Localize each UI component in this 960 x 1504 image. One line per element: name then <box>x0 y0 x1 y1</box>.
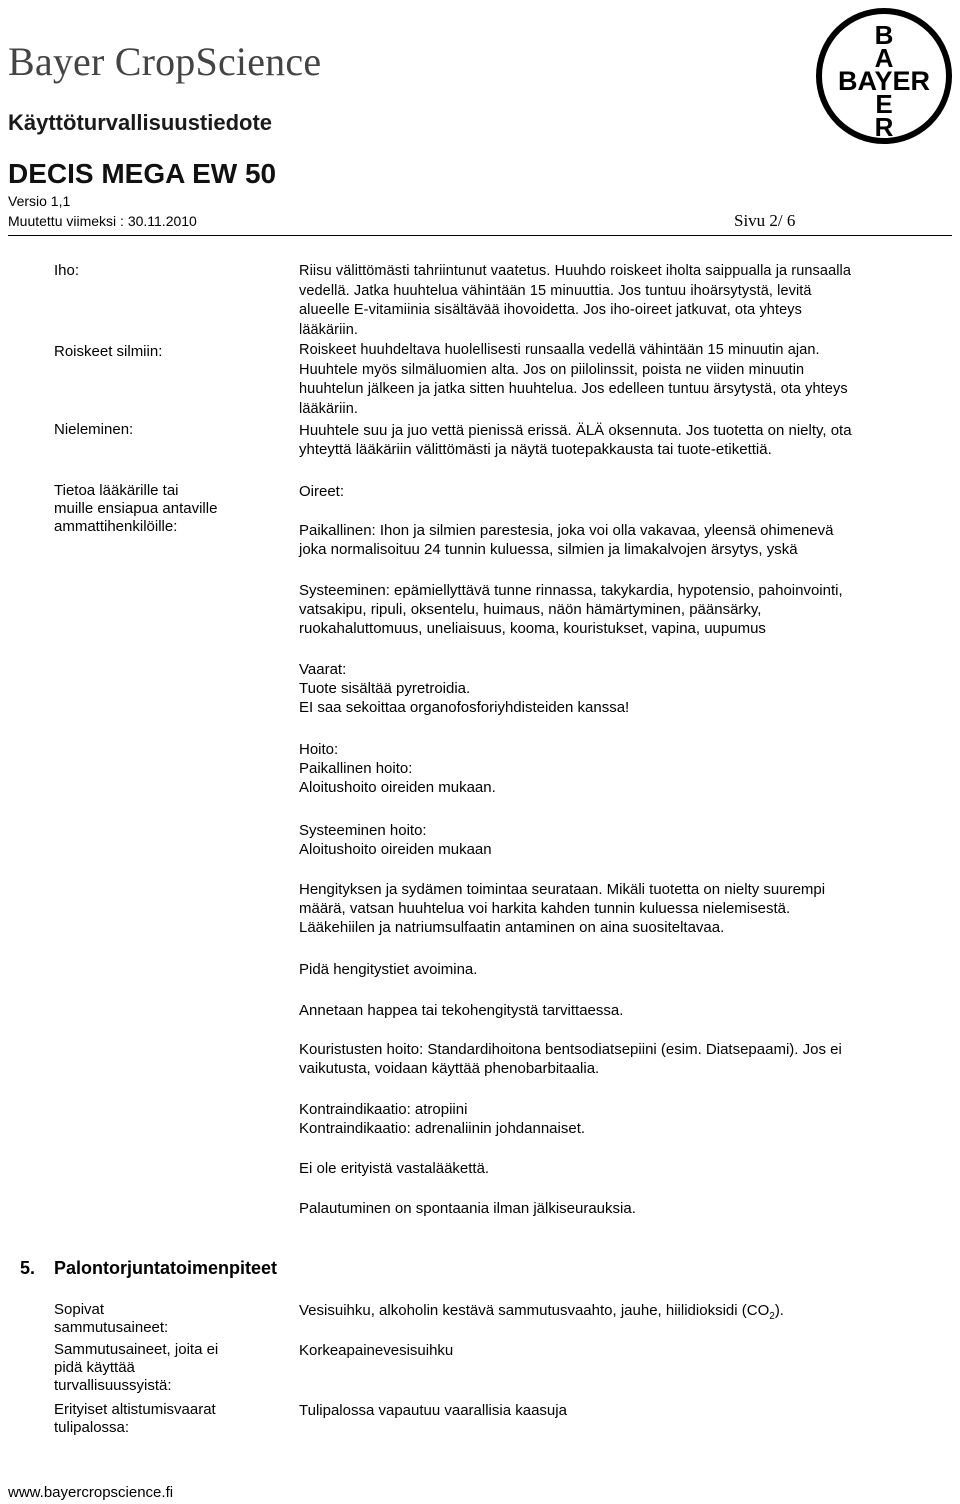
doctor-info-label <box>54 482 217 536</box>
contraindication-line: Kontraindikaatio: adrenaliinin johdannaiset. <box>299 1120 586 1137</box>
systemic-symptoms-line: Systeeminen: epämiellyttävä tunne rinnassa, takykardia, hypotensio, pahoinvointi, <box>299 582 843 599</box>
systemic-treatment-line: Aloitushoito oireiden mukaan <box>299 841 492 858</box>
logo-letter-e: E <box>875 89 893 119</box>
monitoring-line: Lääkehiilen ja natriumsulfaatin antaminen on aina suositeltavaa. <box>299 919 725 936</box>
eyes-line: huuhtelun jälkeen ja jatka sitten huuhtelua. Jos edelleen tuntuu ärsytystä, ota yhteys <box>299 381 848 397</box>
convulsions-line: Kouristusten hoito: Standardihoitona bentsodiatsepiini (esim. Diatsepaami). Jos ei <box>299 1041 842 1058</box>
contraindication-line: Kontraindikaatio: atropiini <box>299 1101 468 1118</box>
unsuitable-media-value: Korkeapainevesisuihku <box>299 1342 454 1359</box>
section-5-heading <box>20 1258 277 1279</box>
airways: Pidä hengitystiet avoimina. <box>299 961 478 978</box>
page-number: Sivu 2/ 6 <box>734 211 796 230</box>
systemic-symptoms-line: vatsakipu, ripuli, oksentelu, huimaus, näön hämärtyminen, päänsärky, <box>299 601 762 618</box>
recovery: Palautuminen on spontaania ilman jälkiseurauksia. <box>299 1200 636 1217</box>
eyes-line: Huuhtele myös silmäluomien alta. Jos on piilolinssit, poista ne viiden minuutin <box>299 361 805 378</box>
local-symptoms-line: Paikallinen: Ihon ja silmien parestesia, joka voi olla vakavaa, yleensä ohimenevä <box>299 522 834 539</box>
local-symptoms <box>299 521 949 559</box>
ingestion-line: Huuhtele suu ja juo vettä pienissä erissä. ÄLÄ oksennuta. Jos tuotetta on nielty, ota <box>299 422 852 439</box>
monitoring-line: Hengityksen ja sydämen toimintaa seurataan. Mikäli tuotetta on nielty suurempi <box>299 881 826 898</box>
skin-line: alueelle E-vitamiinia sisältävää ihovoidetta. Jos iho-oireet jatkuvat, ota yhteys <box>299 302 802 318</box>
doctor-info-label-line: ammattihenkilöille: <box>54 518 178 535</box>
unsuitable-media-label-line: Sammutusaineet, joita ei <box>54 1341 219 1358</box>
unsuitable-media-label-line: pidä käyttää <box>54 1359 135 1376</box>
special-hazards-label-line: Erityiset altistumisvaarat <box>54 1401 216 1418</box>
skin-line: lääkäriin. <box>299 321 359 338</box>
antidote: Ei ole erityistä vastalääkettä. <box>299 1160 490 1177</box>
convulsions-line: vaikutusta, voidaan käyttää phenobarbitaalia. <box>299 1060 600 1077</box>
logo-letter-r-bottom: R <box>874 112 894 142</box>
logo-letter-b-top: B <box>874 20 894 50</box>
logo-letter-a: A <box>874 43 894 73</box>
systemic-treatment-line: Systeeminen hoito: <box>299 822 427 839</box>
systemic-treatment <box>299 821 949 859</box>
monitoring-line: määrä, vatsan huuhtelua voi harkita kahden tunnin kuluessa nielemisestä. <box>299 900 791 917</box>
systemic-symptoms-line: ruokahaluttomuus, uneliaisuus, kooma, kouristukset, vapina, uupumus <box>299 620 766 637</box>
eyes-line: lääkäriin. <box>299 400 359 417</box>
symptoms-heading: Oireet: <box>299 483 345 500</box>
unsuitable-media-label-line: turvallisuussyistä: <box>54 1377 172 1394</box>
oxygen: Annetaan happea tai tekohengitystä tarvittaessa. <box>299 1002 624 1019</box>
treatment-line: Hoito: <box>299 741 339 758</box>
footer-url[interactable]: www.bayercropscience.fi <box>8 1484 174 1501</box>
hazards-line: Vaarat: <box>299 661 347 678</box>
special-hazards-label-line: tulipalossa: <box>54 1419 130 1436</box>
co2-subscript: 2 <box>769 1311 775 1322</box>
skin-label: Iho: <box>54 262 80 279</box>
section-title: Palontorjuntatoimenpiteet <box>54 1258 278 1278</box>
monitoring <box>299 880 949 937</box>
doctor-info-label-line: muille ensiapua antaville <box>54 500 218 517</box>
convulsions-treatment <box>299 1040 949 1078</box>
version-line: Versio 1,1 <box>8 193 71 209</box>
treatment-line: Aloitushoito oireiden mukaan. <box>299 779 496 796</box>
ingestion-line: yhteyttä lääkäriin välittömästi ja näytä tuotepakkausta tai tuote-etikettiä. <box>299 441 772 458</box>
ingestion-label: Nieleminen: <box>54 421 134 438</box>
eyes-line: Roiskeet huuhdeltava huolellisesti runsaalla vedellä vähintään 15 minuutin ajan. <box>299 342 820 358</box>
hazards-line: EI saa sekoittaa organofosforiyhdisteiden kanssa! <box>299 699 630 716</box>
skin-line: vedellä. Jatka huuhtelua vähintään 15 minuuttia. Jos tuntuu ihoärsytystä, levitä <box>299 282 812 299</box>
section-number: 5. <box>20 1258 36 1278</box>
treatment <box>299 740 949 797</box>
hazards <box>299 660 949 717</box>
skin-line: Riisu välittömästi tahriintunut vaatetus. Huuhdo roiskeet iholta saippualla ja runsaalla <box>299 263 852 279</box>
special-hazards-label <box>54 1401 216 1437</box>
eyes-text <box>299 341 949 419</box>
logo-word-bayer: BAYER <box>837 66 931 96</box>
document-title: Käyttöturvallisuustiedote <box>8 110 273 135</box>
bayer-cross-logo <box>814 6 954 146</box>
skin-text <box>299 262 949 340</box>
suitable-media-text-end: ). <box>774 1302 784 1319</box>
modified-date: Muutettu viimeksi : 30.11.2010 <box>8 213 197 229</box>
suitable-media-label-line: Sopivat <box>54 1301 105 1318</box>
unsuitable-media-label <box>54 1341 218 1395</box>
suitable-media-value <box>299 1301 949 1326</box>
eyes-label: Roiskeet silmiin: <box>54 343 163 360</box>
brand-name: Bayer CropScience <box>8 39 322 84</box>
special-hazards-value: Tulipalossa vapautuu vaarallisia kaasuja <box>299 1402 567 1419</box>
local-symptoms-line: joka normalisoituu 24 tunnin kuluessa, silmien ja limakalvojen ärsytys, yskä <box>299 541 798 558</box>
ingestion-text <box>299 421 949 459</box>
suitable-media-text: Vesisuihku, alkoholin kestävä sammutusvaahto, jauhe, hiilidioksidi (CO <box>299 1302 770 1319</box>
suitable-media-label-line: sammutusaineet: <box>54 1319 169 1336</box>
systemic-symptoms <box>299 581 949 638</box>
contraindications <box>299 1100 949 1138</box>
treatment-line: Paikallinen hoito: <box>299 760 413 777</box>
suitable-media-label <box>54 1301 168 1337</box>
header-divider <box>8 235 952 236</box>
doctor-info-label-line: Tietoa lääkärille tai <box>54 482 179 499</box>
hazards-line: Tuote sisältää pyretroidia. <box>299 680 471 697</box>
product-name: DECIS MEGA EW 50 <box>8 158 277 189</box>
